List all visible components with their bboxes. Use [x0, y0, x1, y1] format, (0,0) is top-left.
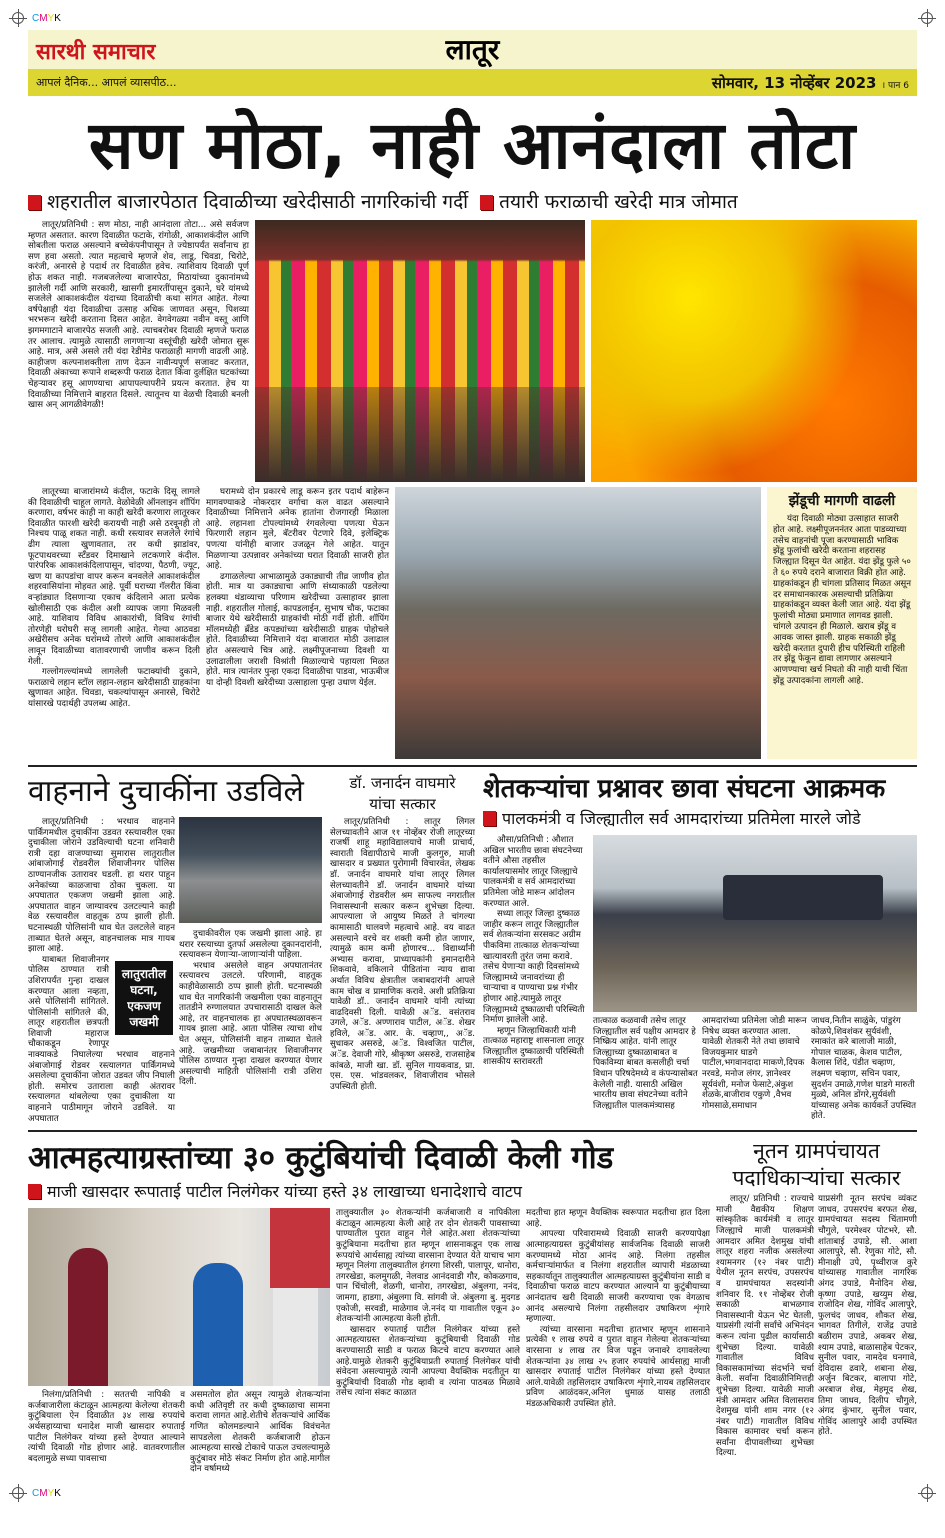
bullet-icon: [483, 811, 496, 826]
paragraph: तालुक्यातील ३० शेतकऱ्यांनी कर्जबाजारी व नापिकीला कंटाळून आत्महत्या केली आहे तर दोन शेतकरी पावसाच्या पाण्यातील पुरात वाहून गेले आहेत.अशा शेतकऱ्यांच्या कुटुंबियाना मदतीचा हात म्हणून शासनाकडून एक लाख रूपयांचे आर्थसाह्य त्यांच्या वारसाना देण्यात येते याचाच भाग म्हणून निलंगा तालुक्यातील हंगरगा शिरसी, पालापूर, धानोरा, तगरखेडा, कलमुगळी, नेलवाड आनंदवाडी गौर, कोकळगाव, पान चिंचोली, शेळगी, धानोरा, तगरखेडा, अंबुलगा, ननंद, जामगा, हाडगा, अंबुलगा वि. सांगवी जे. अंबुलगा बु. मुदगड एकोजी, सरवडी, माळेगाव जे.ननंद या गावातील एकून ३० शेतकऱ्यांनी आत्महत्या केली होती.: [336, 1208, 520, 1325]
paragraph: सध्या लातूर जिल्हा दुष्काळ जाहीर करून लातूर जिल्ह्यातील सर्व शेतकऱ्यांना सरसकट अग्रीम पीकविमा तात्काळ शेतकऱ्यांच्या खात्यावरती तुरंत जमा करावे. तसेच येणाऱ्या काही दिवसांमध्ये जिल्ह्यामध्ये जनावरांच्या ही चाऱ्याचा व पाण्याचा प्रश्न गंभीर होणार आहे.त्यामुळे लातूर जिल्ह्यामध्ये दुष्काळाची परिस्थिती निर्माण झालेली आहे.: [483, 909, 585, 1026]
gram-column-2: [818, 1194, 917, 1438]
paragraph: घरामध्ये दोन प्रकारचे लाडू करून इतर पदार्थ बाहेरून मागवण्याकडे नोकरदार वर्गाचा कल वाढत असल्याने दिवाळीच्या निमित्ताने अनेक हातांना रोजगारही मिळाला आहे. लहानशा टोपल्यांमध्ये रंगवलेल्या पणत्या घेऊन फिरणारी लहान मुले, बॅटरीवर पेटणारे दिवे, इलेक्ट्रिक पणत्या यांनीही बाजार उजळून गेले आहेत. यातून मिळणाऱ्या उत्पन्नावर अनेकांच्या घरात दिवाळी साजरी होत आहे.: [206, 487, 389, 572]
photo-market-crowd: [395, 487, 761, 759]
section-divider: [28, 765, 917, 767]
paragraph: आपल्या परिवारामध्ये दिवाळी साजरी करण्यापेक्षा आत्माहत्याग्रस्त कुटुंबीयांसह सार्वजनिक दिवाळी साजरी करण्यामध्ये मोठा आनंद आहे. निलंगा तहसील कर्मचाऱ्यांमार्फत व निलंगा शहरातील व्यापारी मंडळाच्या सहकार्यातून तालुक्यातील आत्महत्याग्रस्त कुटुंबीयांना साडी व दिवाळीचा फराळ वाटप करण्यात आल्याने या कुटुंबीयाच्या आनंदातच खरी दिवाळी साजरी करण्याचा एक वेगळाच आनंद असल्याचे निलंगा तहसीलदार उषाकिरण शृंगारे म्हणाल्या.: [526, 1229, 710, 1325]
paragraph: आमदारांच्या प्रतिमेला जोडी मारून निषेध व्यक्त करण्यात आला. यावेळी शेतकरी नेते तथा छावाचे विजयकुमार घाडगे पाटील,भगवानदादा माकणे,दिपक नरवडे, मनोज लंगर, ज्ञानेश्वर सूर्यवंशी, मनोज फेसाटे,अंकुश शेळके,बाजीराव एकुणे ,वैभव गोमसाळे,समाधान: [702, 1016, 807, 1111]
cmyk-c: C: [32, 1487, 40, 1499]
date: सोमवार, 13 नोव्हेंबर 2023: [711, 73, 877, 92]
edition-title: लातूर: [445, 33, 500, 66]
paragraph: दुचाकीवरील एक जखमी झाला आहे. हा थरार रस्त्याच्या दुतर्फा असलेल्या दुकानदारांनी, रस्त्यावरून येणाऱ्या-जाणाऱ्यांनी पाहिला.: [179, 929, 322, 961]
aid-column-2: [190, 1390, 330, 1475]
paragraph: भरधाव असलेले वाहन अपघातानंतर रस्त्यावरच उलटले. परिणामी, वाहतूक काहीवेळासाठी ठप्प झाली होती. घटनास्थळी धाव घेत नागरिकांनी जखमीला एका वाहनातून तातडीने रुग्णालयात उपचारासाठी दाखल केले आहे, तर वाहनचालक हा अपघातस्थळावरून गायब झाला आहे. आता पोलिस त्याचा शोध घेत असून, पोलिसांनी वाहन ताब्यात घेतले आहे. जखमीच्या जबाबानंतर शिवाजीनगर पोलिस ठाण्यात गुन्हा दाखल करण्यात येणार असल्याची माहिती पोलिसांनी रात्री उशिरा दिली.: [179, 960, 322, 1088]
cmyk-y: Y: [47, 13, 55, 24]
aid-subheadline: [28, 1182, 710, 1202]
marigold-demand-box: [767, 487, 917, 759]
protest-headline: शेतकऱ्यांचा प्रश्नावर छावा संघटना आक्रमक: [483, 774, 886, 804]
paragraph: लातूर/प्रतिनिधी : लातूर लिगल सेलच्यावतीने आज ११ नोव्हेंबर रोजी लातूरच्या राजर्षी शाहू महाविद्यालयाचे माजी प्राचार्य, स्वाराती विद्यापीठाचे माजी कुलगुरु, माजी खासदार व प्रख्यात पुरोगामी विचारवंत, लेखक डॉ. जनार्दन वाघमारे यांचा लातूर लिगल सेलच्यावतीने डॉ. जनार्दन वाघमारे यांच्या अंबाजोगाई रोडवरील श्रम साफल्य नगरातील निवासस्थानी सत्कार करून शुभेच्छा दिल्या. आपल्याला जे आयुष्य मिळते ते चांगल्या कामासाठी घालवणे महत्वाचे आहे. वय वाढत असल्याने वरचे वर शक्ती कमी होत जाणार, त्यामुळे काम कमी होणारच... विद्यार्थ्यांनी अभ्यास करावा, प्राध्यापकांनी इमानदारीने शिकवावे, वकिलाने पीडितांना न्याय द्यावा अर्थात विविध क्षेत्रातील जबाबदारांनी आपले काम चोख व प्रामाणिक करावे. अशी प्रतिक्रिया यावेळी डॉ.. जनार्दन वाघमारे यांनी त्यांच्या वाढदिवसी दिली. यावेळी अॅड. वसंतराव उगले, अॅड. अण्णाराव पाटील, अॅड. शेखर हविले, अॅड. आर. के. चव्हाण,, अॅड. सुधाकर असरुडे, अॅड. विश्वजित पाटील, अॅड. देवाजी गोरे, श्रीकृष्ण असरुडे, राजसाहेब कांबळे, माजी खा. डॉ. सुनिल गायकवाड, प्रा. एस. एस. भांडवलकर, शिवाजीराव भोसले उपस्थिती होती.: [330, 817, 475, 1092]
newspaper-name: सारथी समाचार: [36, 40, 156, 65]
bullet-icon: [480, 195, 493, 210]
lead-subheadline: [28, 190, 917, 214]
bullet-icon: [28, 195, 41, 210]
headline-line-2: पदाधिकाऱ्यांचा सत्कार: [732, 1166, 901, 1191]
registration-mark: [12, 12, 24, 24]
photo-protest: [593, 835, 917, 1012]
paragraph: तात्काळ कळवावी तसेच लातूर जिल्ह्यातील सर्व पक्षीय आमदार हे निष्क्रिय आहेत. यांनी लातूर जिल्ह्याच्या दुष्काळाबाबत व पिकविम्या बाबत कसलीही चर्चा विधान परिषदेमध्ये व कंपन्यासोबत केलेली नाही. यासाठी अखिल भारतीय छावा संघटनेच्या वतीने जिल्ह्यातील पालकमंत्र्यासह: [593, 1016, 698, 1111]
cmyk-y: Y: [47, 1487, 55, 1499]
dateline-band: [28, 69, 917, 96]
felicitation-body: [330, 817, 475, 1092]
paragraph: ढगाळलेल्या आभाळामुळे उकाड्याची तीव्र जाणीव होत होती. मात्र या उकाड्याचा आणि संध्याकाळी पडलेल्या हलक्या थंडाव्याचा परिणाम खरेदीच्या उत्साहावर झाला नाही. शहरातील गोलाई, कापडलाईन, सुभाष चौक, फटाका बाजार येथे खरेदीसाठी ग्राहकांची मोठी गर्दी होती. शॉपिंग मॉलमध्येही ब्रँडेड कपड्यांच्या खरेदीसाठी ग्राहक पोहोचले होते. दिवाळीच्या निमित्ताने यंदा बाजारात मोठी उलाढाल होत असल्याचे चित्र आहे. लक्ष्मीपूजनाच्या दिवशी या उलाढालीला जराशी विश्रांती मिळाल्याचे पहायला मिळत होते. मात्र त्यानंतर पुन्हा एकदा दिवाळीचा पाडवा, भाऊबीज या दोन्ही दिवशी खरेदीच्या उत्साहाला पुन्हा उधाण येईल.: [206, 571, 389, 688]
headline-line-2: यांचा सत्कार: [369, 795, 436, 813]
aid-headline: आत्महत्याग्रस्तांच्या ३० कुटुंबियांची दिवाळी केली गोड: [28, 1140, 614, 1177]
protest-column-4: [811, 1016, 917, 1122]
paragraph: याप्रसंगी नूतन सरपंच व्यंकट जाधव, उपसरपंच बरफत शेख, ग्रामपंचायत सदस्य चिंतामणी चौगुले, परमेश्वर पोटभरे, सौ. शांताबाई उपाडे, सौ. आशा आलापुरे, सौ. रेणुका गोटे, सौ. मीनाक्षी उपे, पृथ्वीराज कुरे यांच्यासह गावातील नागरिक अंगद उपाडे, मैनोदिन शेख, कृष्णा उपाडे, खय्युम शेख, राजोदिन शेख, गोविंद आलापुरे, फुलचंद जाधव, शौकत शेख, भागवत तिगीले, राजेंद्र उपाडे बळीराम उपाडे, अकबर शेख, श्याम उपाडे, बाळासाहेब पेटकर, सुनील पवार, नामदेव घनगावे, देविदास ढवारे, शबाना शेख, अर्जुन बिटकर, बालापा गोटे, अरबाज शेख, मेहमूद शेख, तिमा जाधव, दिलीप चौगुले, अंगद कुंभार, सुनील पवार, गोविंद आलापुरे आदी उपस्थित होते.: [818, 1194, 917, 1438]
photo-marigold-flowers: [591, 220, 917, 482]
registration-mark: [12, 1487, 24, 1499]
middle-section: [28, 773, 917, 1124]
protest-column-2: [593, 1016, 698, 1111]
headline-line-1: डॉ. जनार्दन वाघमारे: [349, 774, 456, 792]
cmyk-m: M: [39, 1487, 48, 1499]
headline-line-1: नूतन ग्रामपंचायत: [753, 1139, 880, 1164]
subhead-2: तयारी फराळाची खरेदी मात्र जोमात: [499, 191, 738, 213]
aid-column-3: [336, 1208, 520, 1399]
photo-aid-distribution: [28, 1208, 330, 1386]
paragraph: लातूर/ प्रतिनिधी : राज्याचे माजी वैद्यकीय शिक्षण सांस्कृतिक कार्यमंत्री व लातूर जिल्ह्याचे माजी पालकमंत्री आमदार अमित देशमुख यांची लातूर शहरा नजीक असलेल्या श्यामनगर (१२ नंबर पाटी) येथील नूतन सरपंच, उपसरपंच व ग्रामपंचायत सदस्यांनी शनिवार दि. ११ नोव्हेंबर रोजी सकाळी बाभळगाव निवासस्थानी येऊन भेट घेतली, याप्रसंगी त्यांनी सर्वांचे अभिनंदन करून त्यांना पुढील कार्यासाठी शुभेच्छा दिल्या. यावेळी गावातील विविध विकासकामांच्या संदर्भाने चर्चा केली. सर्वांना दिवाळीनिमित्तही शुभेच्छा दिल्या. यावेळी माजी मंत्री आमदार अमित विलासराव देशमुख यांनी शाम नगर (१२ नंबर पाटी) गावातील विविध विकास कामावर चर्चा करून सर्वांना दीपावलीच्या शुभेच्छा दिल्या.: [716, 1194, 814, 1459]
paragraph: लातूर/प्रतिनिधी : भरधाव वाहनाने पार्किंगमधील दुचाकींना उडवत रस्त्यावरील एका दुचाकीला जोराने उडविल्याची घटना शनिवारी रात्री दहा वाजण्याच्या सुमारास लातुरातील आंबाजोगाई रोडवरील शिवाजीनगर पोलिस ठाण्यानजीक उतारावर घडली. हा थरार पाहून अनेकांच्या काळजाचा ठोका चुकला. या अपघातात एकजण जखमी झाला आहे. अपघातात वाहन जाग्यावरच उलटल्याने काही वेळ रस्त्यावरील वाहतूक ठप्प झाली होती. घटनास्थळी पोलिसांनी धाव घेत उलटलेले वाहन ताब्यात घेतले असून, वाहनचालक मात्र गायब झाला आहे.: [28, 817, 175, 955]
cmyk-k: K: [54, 13, 61, 24]
cmyk-c: C: [32, 13, 40, 24]
lead-row-1: [28, 220, 917, 482]
section-divider: [28, 1130, 917, 1132]
paragraph: लातूर/प्रतिनिधी : सण मोठा, नाही आनंदाला तोटा... असे सर्वजण म्हणत असतात. कारण दिवाळीत फटाके, रांगोळी, आकाशकंदील आणि सोबतीला फराळ असल्याने बच्चेकंपनीपासून ते ज्येष्ठापर्यंत सर्वांनाच हा सण हवा असतो. त्यात महत्वाचे म्हणजे शेव, लाडू, चिवडा, चिरोटे, करंजी, अनारसे हे पदार्थ तर दिवाळीत हवेच. त्याशिवाय दिवाळी पूर्ण होऊ शकत नाही. गजबजलेल्या बाजारपेठा, मिठायांच्या दुकानांमध्ये झालेली गर्दी आणि सरकारी, खासगी इमारतींपासून दुकाने, घरे यांमध्ये सजलेले आकाशकंदील यंदाच्या दिवाळीची कथा सांगत आहेत. गेल्या वर्षपेक्षाही यंदा दिवाळीचा उत्साह अधिक जाणवत असून, पिशव्या भरभरून खरेदी करताना दिसत आहेत. वेगवेगळ्या नवीन वस्तू आणि झगमगाटाने बाजारपेठ सजली आहे. त्याचबरोबर दिवाळी म्हणजे फराळ तर आलाच. त्यामुळे त्यासाठी लागणाऱ्या वस्तूंचीही खरेदी जोमात सुरू आहे. मात्र, असे असले तरी यंदा रेडीमेड फराळाही मागणी वाढली आहे. काहीजण कल्पनाशक्तीला ताण देऊन नावीन्यपूर्ण सजावट करतात, दिवाळी अंकाच्या रूपाने शब्दरूपी फराळ देतात किंवा दुर्लक्षित घटकांच्या चेहऱ्यावर हसू आणण्याचा आपापल्यापरीने प्रयत्न करतात. हेच या दिवाळीच्या निमित्ताने बाहरात दिसले. त्यातूनच या वेळची दिवाळी बनली खास अन् आगळीवेगळी!: [28, 220, 249, 411]
accident-callout: लातुरातील घटना, एकजण जखमी: [113, 959, 175, 1037]
subhead: पालकमंत्री व जिल्ह्यातील सर्व आमदारांच्या प्रतिमेला मारले जोडे: [502, 809, 861, 828]
paragraph: गल्लोगल्ल्यांमध्ये लागलेली फटाक्यांची दुकाने, फराळाचे लहान स्टॉल लहान-लहान खरेदीसाठी ग्राहकांना खुणावत आहेत. चिवडा, चकल्यांपासून अनारसे, चिरोटे यांसारखे पदार्थही उपलब्ध आहेत.: [28, 667, 200, 709]
cmyk-k: K: [54, 1487, 61, 1499]
lead-intro: [28, 220, 249, 411]
paragraph: असमतोल होत असून त्यामुळे शेतकऱ्यांना कधी अतिवृष्टी तर कधी दुष्काळाचा सामना करावा लागत आहे.शेतीचे शेतकऱ्यांचे आर्थिक गणित कोलमडल्याने आर्थिक विवंचनेत सापडलेला शेतकरी कर्जबाजारी होऊन आत्महत्या सारखे टोकाचे पाऊल उचलल्यामुळे कुटुंबावर मोठे संकट निर्माण होत आहे.मागील दोन वर्षामध्ये: [190, 1390, 330, 1475]
subhead-1: शहरातील बाजारपेठात दिवाळीच्या खरेदीसाठी नागरिकांची गर्दी: [47, 191, 469, 213]
felicitation-story: [330, 773, 475, 1092]
paragraph: निलंगा/प्रतिनिधी : सततची नापिकी व कर्जबाजारीला कंटाळून आत्महत्या केलेल्या शेतकरी कुटुंबियाला ऐन दिवाळीत ३४ लाख रुपयांचे अर्थसहाय्याचा धनादेश माजी खासदार रुपाताई पाटील निलंगेकर यांच्या हस्ते देण्यात आल्याने त्यांची दिवाळी गोड होणार आहे. वातवरणातील बदलामुळे सध्या पावसाचा: [28, 1390, 185, 1464]
accident-story: [28, 773, 322, 1124]
paragraph: मदतीचा हात म्हणून वैयक्तिक स्वरूपात मदतीचा हात दिला आहे.: [526, 1208, 710, 1229]
page-number: । पान 6: [881, 80, 909, 91]
bottom-section: [28, 1138, 917, 1475]
paragraph: औसा/प्रतिनिधी : औशात अखिल भारतीय छावा संघटनेच्या वतीने औसा तहसील कार्यालयासमोर लातूर जिल्ह्याचे पालकमंत्री व सर्व आमदारांच्या प्रतिमेला जोडे मारून आंदोलन करण्यात आले.: [483, 835, 583, 909]
aid-story: [28, 1138, 710, 1475]
bullet-icon: [28, 1184, 41, 1199]
felicitation-headline: [330, 773, 475, 815]
paragraph: यंदा दिवाळी मोठ्या उत्साहात साजरी होत आहे. लक्ष्मीपूजननंतर आता पाडव्याच्या तसेच वाहनांची पूजा करण्यासाठी भाविक झेंडू फुलांची खरेदी करताना शहरासह जिल्ह्यात दिसून येत आहेत. यंदा झेंडू फुले ५० ते ६० रुपये दराने बाजारात विक्री होत आहे. ग्राहकांकडून ही चांगला प्रतिसाद मिळत असून दर समाधानकारक असल्याची प्रतिक्रिया ग्राहकांकडून व्यक्त केली जात आहे. यंदा झेंडू फुलांची मोठ्या प्रमाणात लागवड झाली. चांगले उत्पादन ही मिळाले. खराब झेंडू व आवक जास्त झाली. ग्राहक सकाळी झेंडू खरेदी करतात दुपारी हीच परिस्थिती राहिली तर झेंडू फेकून द्यावा लागणार असल्याने आणण्याचा खर्च निघतो की नाही याची चिंता झेंडू उत्पादकांना लागली आहे.: [773, 514, 912, 686]
masthead-band: [28, 30, 917, 69]
registration-mark: [921, 12, 933, 24]
photo-lantern-market: [255, 220, 585, 482]
cmyk-mark: [32, 13, 61, 24]
protest-subheadline: [483, 809, 917, 829]
paragraph: खासदार रुपाताई पाटील निलंगेकर यांच्या हस्ते आत्महत्याग्रस्त शेतकऱ्यांच्या कुटुंबियाची दिवाळी गोड करण्यासाठी साडी व फराळ किटचे वाटप करण्यात आले आहे.यामुळे शेतकरी कुटुंबियाप्रती रुपाताई निलंगेकर यांची संवेदना असल्यामुळे त्यानी आपल्या वैयक्तिक मदतीतून या कुटुंबियांची दिवाळी गोड व्हावी व त्यांना पाठबळ मिळावे तसेच त्यांना संकट काळात: [336, 1324, 520, 1399]
aid-column-4: [526, 1208, 710, 1409]
bottom-print-marks: [28, 1483, 917, 1507]
accident-column-2: [179, 929, 322, 1088]
cmyk-m: M: [39, 13, 48, 24]
accident-headline: वाहनाने दुचाकींना उडविले: [28, 774, 304, 809]
gram-column-1: [716, 1194, 814, 1459]
protest-story: [483, 773, 917, 1122]
lead-column-1: [28, 487, 200, 709]
photo-overturned-vehicle: [179, 817, 322, 923]
gram-headline: [716, 1138, 917, 1192]
lead-column-2: [206, 487, 389, 688]
dateline: [712, 73, 909, 93]
aid-column-1: [28, 1390, 185, 1464]
paragraph: म्हणून जिल्हाधिकारी यांनी तात्काळ महाराष्ट्र शासनाला लातूर जिल्ह्यातील दुष्काळाची परिस्थिती शासकीय स्तरावरती: [483, 1025, 585, 1068]
gram-story: [716, 1138, 917, 1459]
box-headline: झेंडूची मागणी वाढली: [788, 493, 896, 509]
subhead: माजी खासदार रूपाताई पाटील निलंगेकर यांच्या हस्ते ३४ लाखाच्या धनादेशाचे वाटप: [47, 1182, 522, 1202]
tagline: आपलं दैनिक... आपलं व्यासपीठ...: [36, 76, 177, 89]
lead-headline: सण मोठा, नाही आनंदाला तोटा: [88, 107, 857, 184]
paragraph: त्यांच्या वारसाना मदतीचा हातभार म्हणून शासनाने प्रत्येकी १ लाख रुपये व पुरात वाहून गेलेल्या शेतकऱ्यांच्या वारसाना ४ लाख तर विज पडून जनावरे दगावलेल्या शेतकऱ्यांना ३४ लाख २५ हजार रुपयांचे आर्थसाह्य माजी खासदार रुपाताई पाटील निलंगेकर यांच्या हस्ते देण्यात आले.यावेळी तहसिलदार उषाकिरण शृंगारे,नायब तहसिलदार प्रविण आळंदकर,अनिल धुमाळ यासह तलाठी मंडळअधिकारी उपस्थित होते.: [526, 1324, 710, 1409]
accident-column-1: [28, 817, 175, 1124]
paragraph: जाधव,नितीन साळुंके, पांडुरंग कोळपे,शिवशंकर सुर्यवंशी, रमाकांत करे बालाजी माळी, गोपाल चाळक, केशव पाटील, कैलास शिंदे, पंडीत चव्हाण, लक्ष्मण चव्हाण, सचिन पवार, सुदर्शन उमाळे,गणेश घाडगे मारुती मुळ्ये, अनिल डोंगरे,सुर्यवंशी यांच्यासह अनेक कार्यकर्ते उपस्थित होते.: [811, 1016, 917, 1122]
paragraph: लातूरच्या बाजारांमध्ये कंदील, फटाके दिसू लागले की दिवाळीची चाहूल लागते. वेळोवेळी ऑनलाइन शॉपिंग करणारा, वर्षभर काही ना काही खरेदी करणारा लातूरकर दिवाळीत फारशी खरेदी करायची नाही असे ठरवूनही तो निश्चय पाळू शकत नाही. कधी रस्त्यावर सजलेले रंगांचे ढीग त्याला खुणावतात, तर कधी झाडांवर, फूटपाथवरच्या स्टँडवर दिमाखाने लटकणारे कंदील. पारंपरिक आकाशकंदिलापासून, चांदण्या, पैठणी, ज्यूट, खण या कापडांचा वापर करून बनवलेले आकाशकंदील शहरवासियांना मोहवत आहे. पूर्वी घराच्या गॅलरीत किंवा वऱ्हांड्यात दिसणाऱ्या एकाच कंदिलाने आता प्रत्येक खोलीसाठी एक कंदील अशी व्यापक जागा मिळवली आहे. याशिवाय विविध आकारांची, विविध रंगांची तोरणेही घरोघरी सजू लागली आहेत. गेल्या आठवडा अखेरीसच अनेक घरांमध्ये तोरणे आणि आकाशकंदील लावून दिवाळीच्या वातावरणाची जाणीव करून दिली गेली.: [28, 487, 200, 667]
registration-mark: [921, 1487, 933, 1499]
paragraph: याबाबत शिवाजीनगर पोलिस ठाण्यात रात्री उशिरापर्यंत गुन्हा दाखल करण्यात आला नव्हता, असे पोलिसांनी सांगितले. पोलिसांनी सांगितले की, लातूर शहरातील छत्रपती शिवाजी महाराज चौकाकडून रेणापूर नाक्याकडे निघालेल्या भरधाव वाहनाने अंबाजोगाई रोडवर रस्त्यालगत पार्किंगमध्ये असलेल्या दुचाकींना जोरात उडवत जीप निघाली होती. समोरच उताराला काही अंतरावर रस्त्यालगत थांबलेल्या एका दुचाकीला या वाहनाने पाठीमागून जोराने उडविले. या अपघातात: [28, 954, 175, 1124]
cmyk-mark-bottom: [32, 1488, 61, 1499]
lead-row-2: [28, 487, 917, 759]
protest-column-1: [483, 835, 589, 1068]
protest-column-3: [702, 1016, 807, 1111]
